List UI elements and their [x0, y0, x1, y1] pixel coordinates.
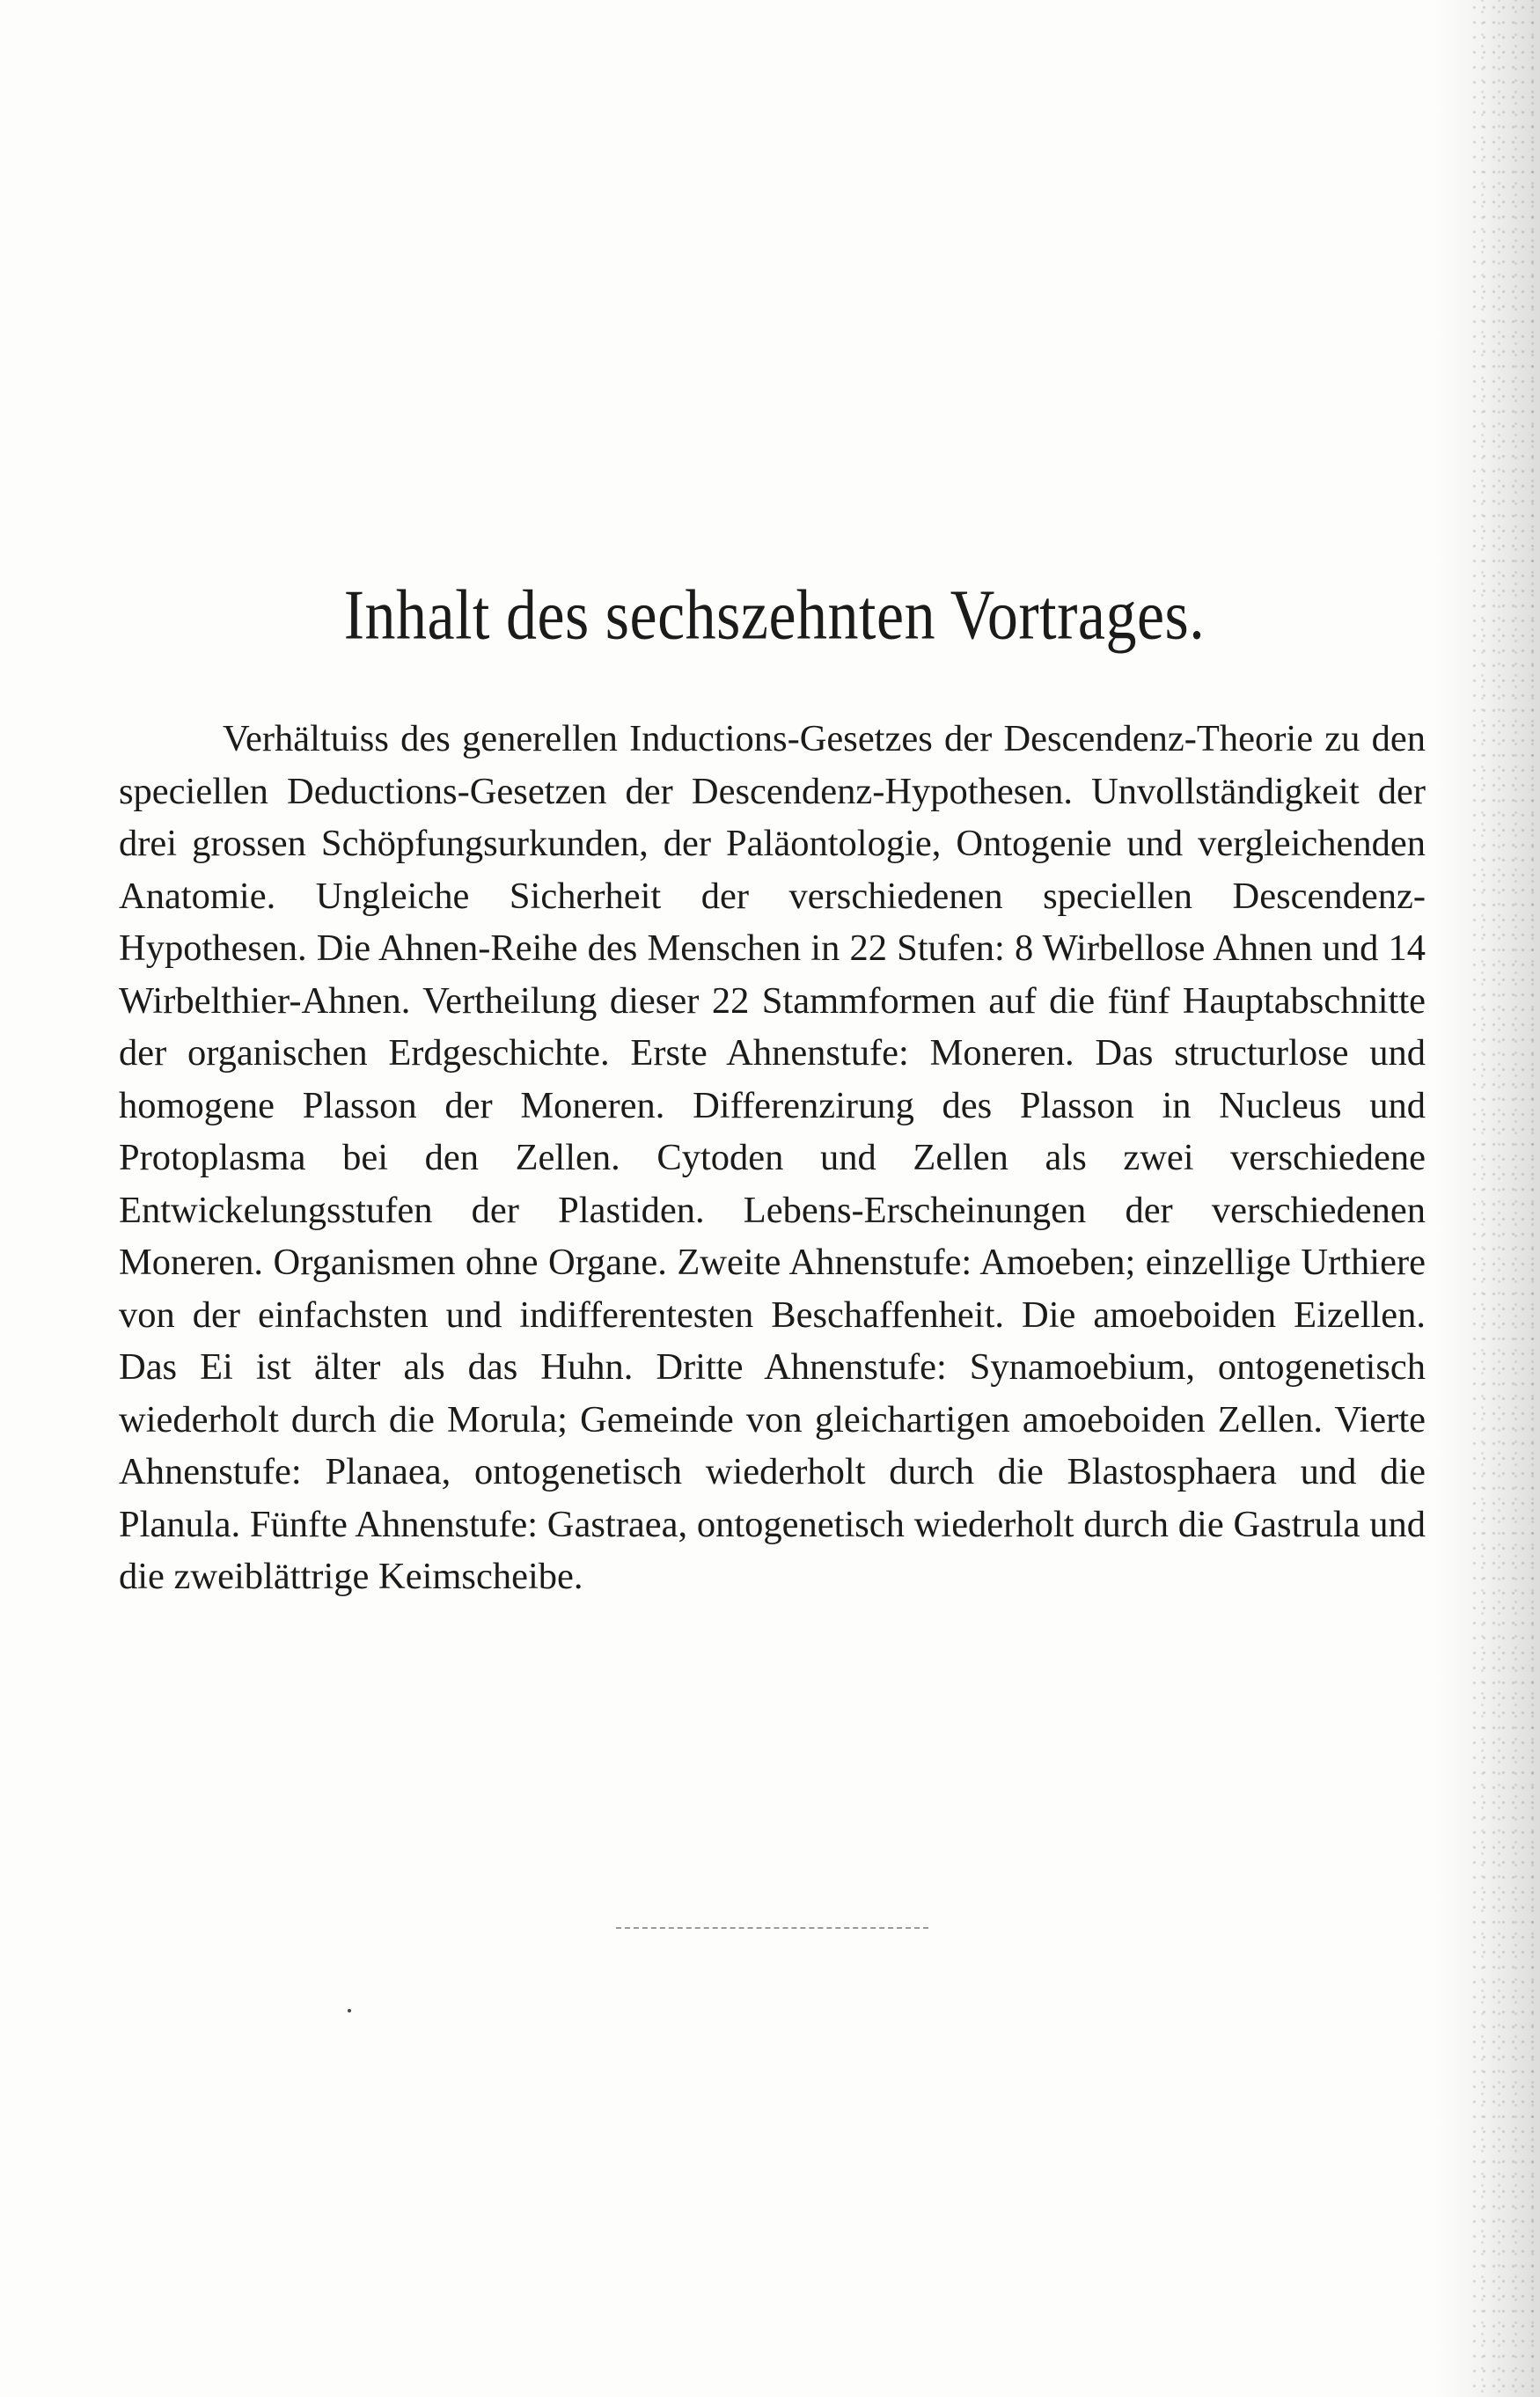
chapter-summary-paragraph: Verhältuiss des generellen Inductions-Gesetzes der Descendenz-Theorie zu den speciellen Deductions-Gesetzen der Descendenz-Hypothesen. Unvollständigkeit der drei grossen Schöpfungsurkunden, der Paläontologie, Ontogenie und vergleichenden Anatomie. Ungleiche Sicherheit der verschiedenen speciellen Descendenz-Hypothesen. Die Ahnen-Reihe des Menschen in 22 Stufen: 8 Wirbellose Ahnen und 14 Wirbelthier-Ahnen. Vertheilung dieser 22 Stammformen auf die fünf Hauptabschnitte der organischen Erdgeschichte. Erste Ahnenstufe: Moneren. Das structurlose und homogene Plasson der Moneren. Differenzirung des Plasson in Nucleus und Protoplasma bei den Zellen. Cytoden und Zellen als zwei verschiedene Entwickelungsstufen der Plastiden. Lebens-Erscheinungen der verschiedenen Moneren. Organismen ohne Organe. Zweite Ahnenstufe: Amoeben; einzellige Urthiere von der einfachsten und indifferentesten Beschaffenheit. Die amoeboiden Eizellen. Das Ei ist älter als das Huhn. Dritte Ahnenstufe: Synamoebium, ontogenetisch wiederholt durch die Morula; Gemeinde von gleichartigen amoeboiden Zellen. Vierte Ahnenstufe: Planaea, ontogenetisch wiederholt durch die Blastosphaera und die Planula. Fünfte Ahnenstufe: Gastraea, ontogenetisch wiederholt durch die Gastrula und die zweiblättrige Keimscheibe. — [119, 718, 1426, 1597]
ink-speck — [348, 2009, 351, 2012]
chapter-heading: Inhalt des sechszehnten Vortrages. — [343, 576, 1206, 655]
section-divider-line — [616, 1927, 928, 1929]
page-edge-noise — [1470, 0, 1540, 2397]
